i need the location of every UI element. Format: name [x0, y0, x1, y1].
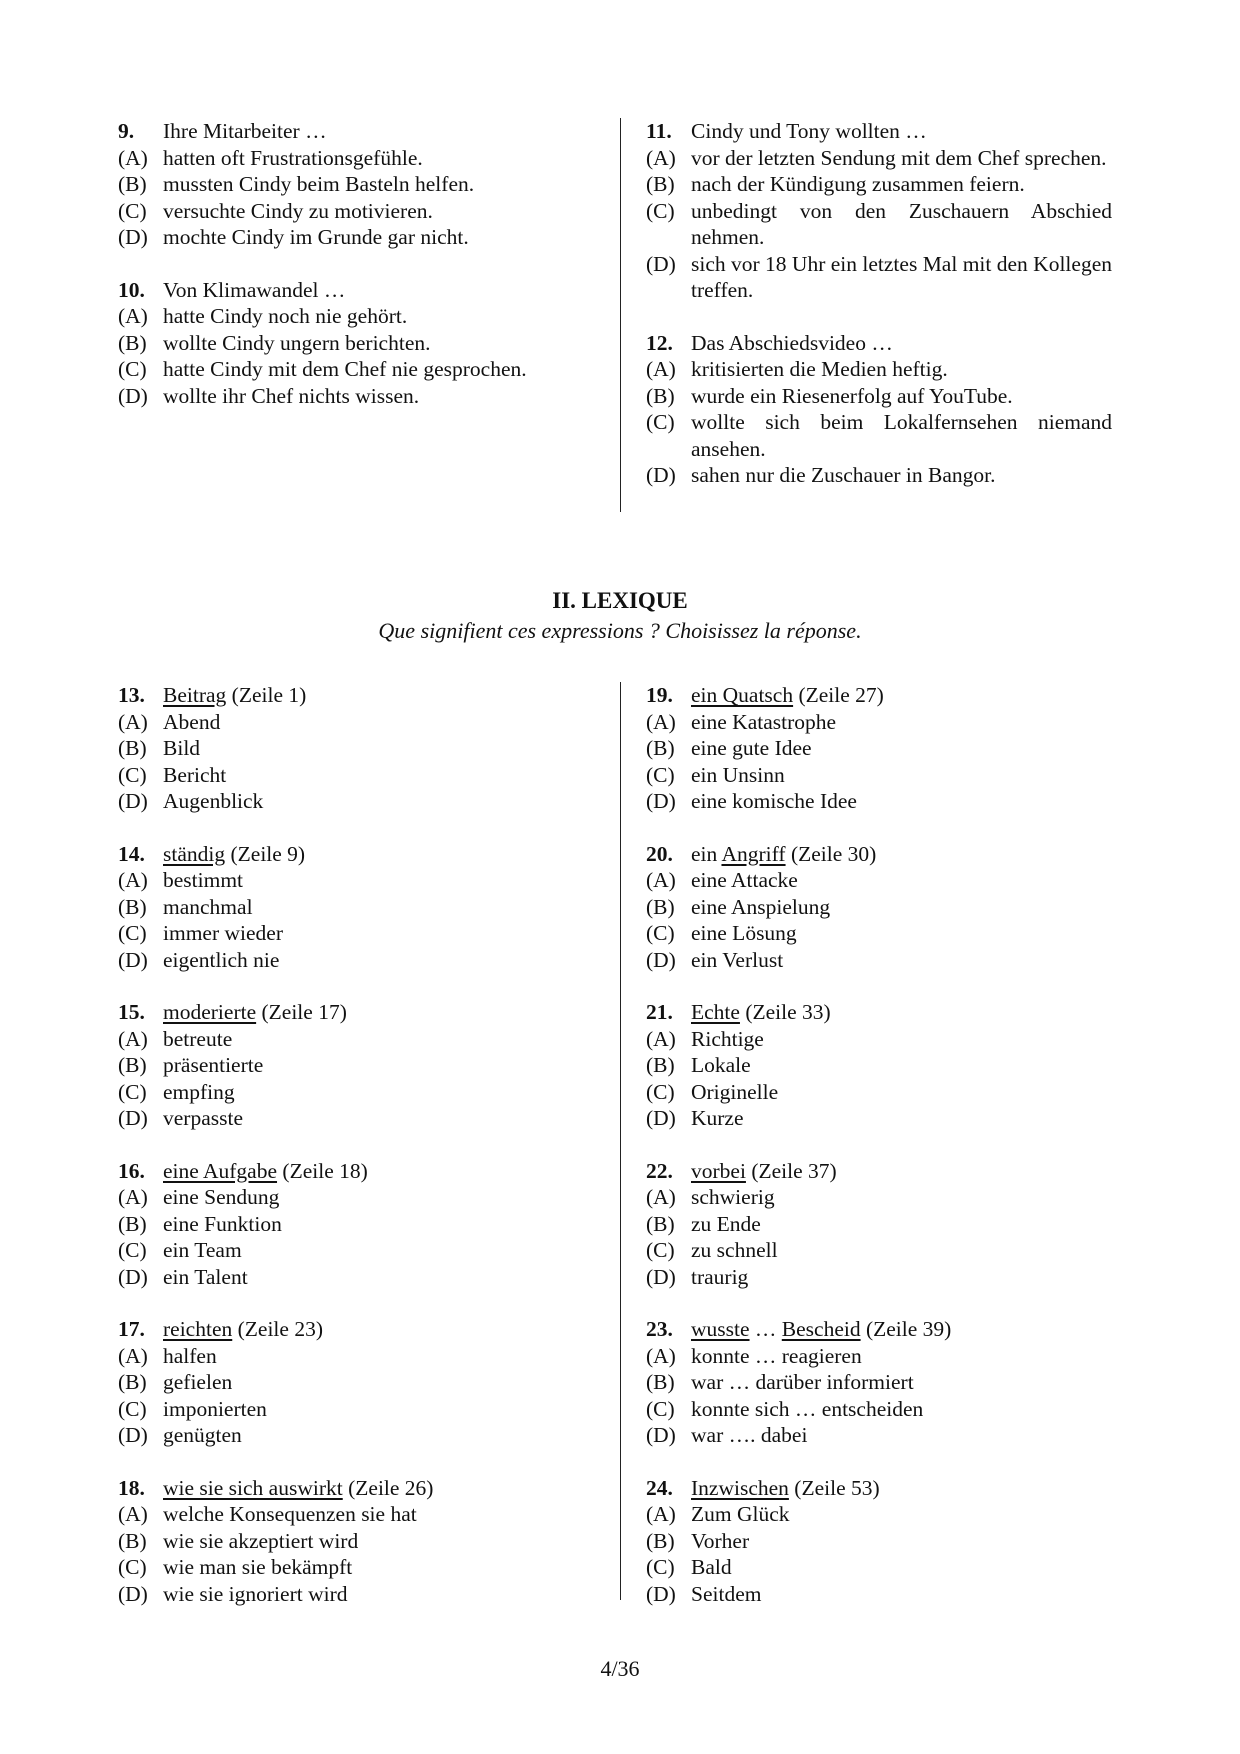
option-label: (D): [118, 947, 148, 972]
question-number: 11.: [646, 119, 672, 143]
option-text: manchmal: [163, 894, 253, 919]
part2-left-column: [118, 682, 616, 1633]
option-label: (B): [118, 1053, 147, 1077]
option-label: (D): [646, 789, 676, 813]
stem-text: (Zeile 1): [226, 683, 307, 707]
option-label: (D): [118, 1106, 148, 1130]
stem-text: (Zeile 30): [785, 841, 877, 866]
question-text: [691, 682, 1112, 709]
question-stem: [646, 118, 1112, 145]
answer-option: [646, 788, 1112, 815]
question-number: 22.: [646, 1158, 673, 1183]
question-stem: [646, 1158, 1112, 1185]
question-stem: [118, 1158, 596, 1185]
option-text: konnte … reagieren: [691, 1343, 862, 1368]
answer-option: [118, 1343, 596, 1370]
option-text: wollte ihr Chef nichts wissen.: [163, 383, 420, 408]
question-item: [646, 1475, 1112, 1608]
option-label: (B): [646, 383, 675, 408]
option-label: (D): [646, 1581, 676, 1606]
option-text: Vorher: [691, 1528, 750, 1553]
question-item: [646, 330, 1112, 489]
option-label: (D): [118, 383, 148, 408]
option-label: (C): [646, 410, 675, 434]
answer-option: [646, 1343, 1112, 1370]
answer-option: [646, 1105, 1112, 1132]
option-text: sahen nur die Zuschauer in Bangor.: [691, 463, 996, 487]
option-label: (D): [646, 1106, 676, 1130]
option-text: Bald: [691, 1555, 732, 1579]
question-text: Cindy und Tony wollten …: [691, 119, 927, 143]
option-label: (A): [118, 304, 148, 328]
stem-text: (Zeile 18): [277, 1158, 368, 1183]
option-text: Abend: [163, 709, 221, 734]
answer-option: [118, 198, 596, 225]
option-text: verpasste: [163, 1106, 243, 1130]
question-number: 14.: [118, 841, 145, 866]
option-text: eine Lösung: [691, 921, 797, 945]
answer-option: [118, 709, 596, 736]
question-number: 10.: [118, 277, 145, 302]
answer-option: [118, 383, 596, 410]
answer-option: [118, 1105, 596, 1132]
option-text: unbedingt von den Zuschauern Abschied nehmen.: [691, 198, 1112, 249]
option-text: kritisierten die Medien heftig.: [691, 357, 948, 381]
option-label: (C): [118, 357, 147, 381]
answer-option: [118, 1026, 596, 1053]
answer-option: [646, 735, 1112, 762]
answer-option: [118, 1264, 596, 1291]
question-item: [118, 1316, 596, 1449]
stem-text: (Zeile 33): [739, 1000, 831, 1024]
option-text: eine Sendung: [163, 1185, 280, 1209]
option-label: (C): [118, 921, 147, 945]
option-label: (B): [118, 736, 147, 760]
stem-text: (Zeile 53): [788, 1475, 880, 1500]
option-text: wurde ein Riesenerfolg auf YouTube.: [691, 383, 1013, 408]
answer-option: [118, 1528, 596, 1555]
stem-text: ein: [691, 841, 722, 866]
underlined-term: vorbei: [691, 1158, 746, 1183]
option-text: mochte Cindy im Grunde gar nicht.: [163, 225, 469, 249]
question-text: [691, 1158, 1112, 1185]
answer-option: [118, 920, 596, 947]
question-text: Ihre Mitarbeiter …: [163, 119, 327, 143]
question-number: 18.: [118, 1475, 145, 1500]
option-text: eine Anspielung: [691, 894, 831, 919]
option-text: Bericht: [163, 762, 227, 787]
option-text: welche Konsequenzen sie hat: [163, 1502, 417, 1526]
question-number: 9.: [118, 119, 135, 143]
option-text: wie man sie bekämpft: [163, 1555, 353, 1579]
option-label: (D): [118, 225, 148, 249]
option-label: (D): [118, 789, 148, 813]
option-label: (C): [118, 762, 147, 787]
answer-option: [646, 171, 1112, 198]
question-stem: [118, 1316, 596, 1343]
question-stem: [646, 330, 1112, 357]
section-title: II. LEXIQUE: [552, 588, 688, 613]
question-item: [646, 1158, 1112, 1291]
answer-option: [118, 303, 596, 330]
option-label: (B): [646, 894, 675, 919]
underlined-term: eine Aufgabe: [163, 1158, 278, 1183]
stem-text: (Zeile 27): [793, 683, 884, 707]
question-text: [163, 1316, 596, 1343]
question-stem: [646, 1316, 1112, 1343]
question-item: [118, 1475, 596, 1608]
stem-text: (Zeile 9): [225, 841, 306, 866]
option-text: Seitdem: [691, 1581, 762, 1606]
answer-option: [646, 867, 1112, 894]
option-text: imponierten: [163, 1396, 267, 1421]
option-text: sich vor 18 Uhr ein letztes Mal mit den Kollegen treffen.: [691, 251, 1112, 302]
answer-option: [118, 762, 596, 789]
option-text: Bild: [163, 736, 201, 760]
question-item: [646, 841, 1112, 974]
option-label: (C): [118, 1555, 147, 1579]
answer-option: [646, 1052, 1112, 1079]
option-label: (C): [646, 921, 675, 945]
stem-text: (Zeile 26): [342, 1475, 434, 1500]
question-item: [646, 118, 1112, 304]
option-text: eine Attacke: [691, 868, 798, 892]
option-label: (A): [646, 868, 676, 892]
option-text: ein Talent: [163, 1264, 248, 1289]
option-text: bestimmt: [163, 868, 244, 892]
answer-option: [118, 788, 596, 815]
option-label: (A): [646, 357, 676, 381]
answer-option: [646, 1581, 1112, 1608]
option-label: (D): [646, 1423, 676, 1447]
option-label: (A): [646, 145, 676, 170]
question-item: [646, 682, 1112, 815]
answer-option: [646, 762, 1112, 789]
underlined-term: Bescheid: [781, 1317, 861, 1341]
question-number: 16.: [118, 1158, 145, 1183]
option-label: (B): [646, 1528, 675, 1553]
answer-option: [118, 1079, 596, 1106]
question-number: 15.: [118, 1000, 145, 1024]
underlined-term: moderierte: [163, 1000, 257, 1024]
option-text: eigentlich nie: [163, 947, 280, 972]
option-label: (B): [118, 1211, 147, 1236]
option-label: (A): [646, 1185, 676, 1209]
option-text: Richtige: [691, 1026, 764, 1051]
stem-text: (Zeile 17): [256, 1000, 347, 1024]
answer-option: [118, 1581, 596, 1608]
question-stem: [118, 118, 596, 145]
option-text: war …. dabei: [691, 1423, 808, 1447]
question-stem: [118, 1475, 596, 1502]
underlined-term: ständig: [163, 841, 226, 866]
answer-option: [118, 356, 596, 383]
answer-option: [646, 1264, 1112, 1291]
stem-text: …: [749, 1317, 782, 1341]
answer-option: [646, 1211, 1112, 1238]
question-text: [691, 1316, 1112, 1343]
answer-option: [646, 1237, 1112, 1264]
option-text: betreute: [163, 1026, 233, 1051]
answer-option: [646, 356, 1112, 383]
option-label: (C): [646, 1238, 675, 1262]
option-text: immer wieder: [163, 921, 283, 945]
option-text: zu schnell: [691, 1238, 778, 1262]
option-label: (D): [646, 251, 676, 276]
question-text: Von Klimawandel …: [163, 277, 346, 302]
answer-option: [118, 1396, 596, 1423]
column-divider: [620, 682, 621, 1600]
option-label: (A): [646, 1026, 676, 1051]
stem-text: (Zeile 39): [860, 1317, 952, 1341]
option-text: zu Ende: [691, 1211, 761, 1236]
question-stem: [118, 277, 596, 304]
question-number: 17.: [118, 1317, 145, 1341]
question-number: 13.: [118, 683, 145, 707]
option-text: wie sie ignoriert wird: [163, 1581, 348, 1606]
question-stem: [118, 999, 596, 1026]
option-label: (D): [646, 1264, 676, 1289]
question-text: [163, 682, 596, 709]
question-item: [118, 682, 596, 815]
question-text: [163, 999, 596, 1026]
question-number: 23.: [646, 1317, 673, 1341]
answer-option: [118, 1052, 596, 1079]
answer-option: [646, 1422, 1112, 1449]
option-text: eine gute Idee: [691, 736, 812, 760]
option-text: empfing: [163, 1079, 235, 1104]
option-label: (A): [118, 868, 148, 892]
answer-option: [646, 1396, 1112, 1423]
question-text: [691, 1475, 1112, 1502]
option-label: (D): [646, 463, 676, 487]
option-label: (B): [118, 172, 147, 196]
answer-option: [646, 1079, 1112, 1106]
option-label: (B): [118, 1370, 147, 1394]
option-text: genügten: [163, 1423, 242, 1447]
question-stem: [118, 682, 596, 709]
option-text: mussten Cindy beim Basteln helfen.: [163, 172, 475, 196]
option-label: (D): [118, 1581, 148, 1606]
option-text: vor der letzten Sendung mit dem Chef sprechen.: [691, 145, 1107, 170]
option-label: (A): [646, 1502, 676, 1526]
option-text: Augenblick: [163, 789, 264, 813]
answer-option: [118, 735, 596, 762]
option-text: ein Team: [163, 1238, 242, 1262]
underlined-term: Beitrag: [163, 683, 227, 707]
option-text: wollte Cindy ungern berichten.: [163, 330, 431, 355]
answer-option: [118, 1211, 596, 1238]
option-label: (C): [646, 198, 675, 223]
answer-option: [646, 1554, 1112, 1581]
option-text: eine Katastrophe: [691, 709, 837, 734]
section-subtitle: Que signifient ces expressions ? Choisissez la réponse.: [378, 618, 862, 643]
underlined-term: Echte: [691, 1000, 740, 1024]
option-label: (A): [118, 145, 148, 170]
answer-option: [118, 867, 596, 894]
option-text: hatte Cindy mit dem Chef nie gesprochen.: [163, 357, 527, 381]
question-item: [118, 277, 596, 410]
option-label: (B): [118, 894, 147, 919]
answer-option: [118, 224, 596, 251]
answer-option: [646, 1184, 1112, 1211]
answer-option: [118, 1184, 596, 1211]
option-label: (D): [118, 1423, 148, 1447]
option-text: traurig: [691, 1264, 749, 1289]
underlined-term: reichten: [163, 1317, 233, 1341]
question-number: 12.: [646, 330, 673, 355]
option-text: wollte sich beim Lokalfernsehen niemand ansehen.: [691, 410, 1112, 461]
question-text: Das Abschiedsvideo …: [691, 330, 893, 355]
option-label: (D): [646, 947, 676, 972]
option-text: Zum Glück: [691, 1502, 790, 1526]
answer-option: [646, 145, 1112, 172]
underlined-term: Angriff: [721, 841, 786, 866]
question-stem: [118, 841, 596, 868]
option-label: (C): [646, 1396, 675, 1421]
question-stem: [646, 999, 1112, 1026]
answer-option: [118, 330, 596, 357]
option-text: nach der Kündigung zusammen feiern.: [691, 172, 1025, 196]
option-label: (C): [646, 762, 675, 787]
option-text: wie sie akzeptiert wird: [163, 1528, 359, 1553]
question-stem: [646, 682, 1112, 709]
question-text: [163, 1158, 596, 1185]
question-number: 20.: [646, 841, 673, 866]
option-text: präsentierte: [163, 1053, 264, 1077]
answer-option: [118, 171, 596, 198]
option-text: eine komische Idee: [691, 789, 857, 813]
option-text: gefielen: [163, 1370, 233, 1394]
option-text: Lokale: [691, 1053, 751, 1077]
answer-option: [646, 920, 1112, 947]
question-text: [163, 841, 596, 868]
option-text: Kurze: [691, 1106, 744, 1130]
option-text: Originelle: [691, 1079, 779, 1104]
option-label: (B): [646, 736, 675, 760]
option-label: (C): [118, 198, 147, 223]
answer-option: [646, 1501, 1112, 1528]
stem-text: (Zeile 23): [232, 1317, 323, 1341]
answer-option: [118, 1554, 596, 1581]
answer-option: [646, 894, 1112, 921]
answer-option: [646, 383, 1112, 410]
option-text: ein Unsinn: [691, 762, 785, 787]
question-number: 21.: [646, 1000, 673, 1024]
option-label: (B): [646, 172, 675, 196]
answer-option: [646, 1369, 1112, 1396]
answer-option: [646, 947, 1112, 974]
answer-option: [118, 1422, 596, 1449]
option-label: (A): [646, 1343, 676, 1368]
answer-option: [118, 894, 596, 921]
page-number: 4/36: [600, 1656, 640, 1681]
answer-option: [118, 1369, 596, 1396]
option-label: (A): [118, 709, 148, 734]
option-text: ein Verlust: [691, 947, 784, 972]
option-text: halfen: [163, 1343, 217, 1368]
answer-option: [118, 1501, 596, 1528]
question-number: 19.: [646, 683, 673, 707]
option-label: (C): [646, 1079, 675, 1104]
answer-option: [118, 145, 596, 172]
option-label: (B): [646, 1211, 675, 1236]
option-label: (B): [646, 1370, 675, 1394]
option-text: eine Funktion: [163, 1211, 282, 1236]
answer-option: [646, 462, 1112, 489]
question-stem: [646, 1475, 1112, 1502]
underlined-term: wusste: [691, 1317, 750, 1341]
answer-option: [646, 198, 1112, 251]
answer-option: [118, 1237, 596, 1264]
answer-option: [646, 409, 1112, 462]
option-label: (A): [118, 1185, 148, 1209]
answer-option: [646, 251, 1112, 304]
underlined-term: wie sie sich auswirkt: [163, 1475, 343, 1500]
option-text: schwierig: [691, 1185, 775, 1209]
option-label: (D): [118, 1264, 148, 1289]
question-number: 24.: [646, 1475, 673, 1500]
question-item: [118, 999, 596, 1132]
answer-option: [118, 947, 596, 974]
option-label: (C): [118, 1238, 147, 1262]
question-text: [163, 1475, 596, 1502]
option-text: hatten oft Frustrationsgefühle.: [163, 145, 423, 170]
question-item: [646, 999, 1112, 1132]
option-text: konnte sich … entscheiden: [691, 1396, 924, 1421]
option-text: hatte Cindy noch nie gehört.: [163, 304, 408, 328]
option-text: versuchte Cindy zu motivieren.: [163, 198, 433, 223]
stem-text: (Zeile 37): [745, 1158, 837, 1183]
part1-right-column: [616, 118, 1112, 515]
question-text: [691, 999, 1112, 1026]
option-label: (B): [118, 1528, 147, 1553]
option-label: (A): [118, 1502, 148, 1526]
option-label: (C): [118, 1079, 147, 1104]
answer-option: [646, 1528, 1112, 1555]
answer-option: [646, 709, 1112, 736]
option-label: (B): [118, 330, 147, 355]
answer-option: [646, 1026, 1112, 1053]
option-label: (A): [118, 1026, 148, 1051]
question-stem: [646, 841, 1112, 868]
option-label: (A): [646, 709, 676, 734]
question-item: [646, 1316, 1112, 1449]
option-label: (B): [646, 1053, 675, 1077]
question-item: [118, 841, 596, 974]
underlined-term: Inzwischen: [691, 1475, 789, 1500]
option-label: (C): [118, 1396, 147, 1421]
option-label: (C): [646, 1555, 675, 1579]
question-item: [118, 118, 596, 251]
column-divider: [620, 118, 621, 512]
question-text: [691, 841, 1112, 868]
option-label: (A): [118, 1343, 148, 1368]
part2-right-column: [616, 682, 1112, 1633]
question-item: [118, 1158, 596, 1291]
part1-left-column: [118, 118, 616, 515]
underlined-term: ein Quatsch: [691, 683, 794, 707]
option-text: war … darüber informiert: [691, 1370, 914, 1394]
